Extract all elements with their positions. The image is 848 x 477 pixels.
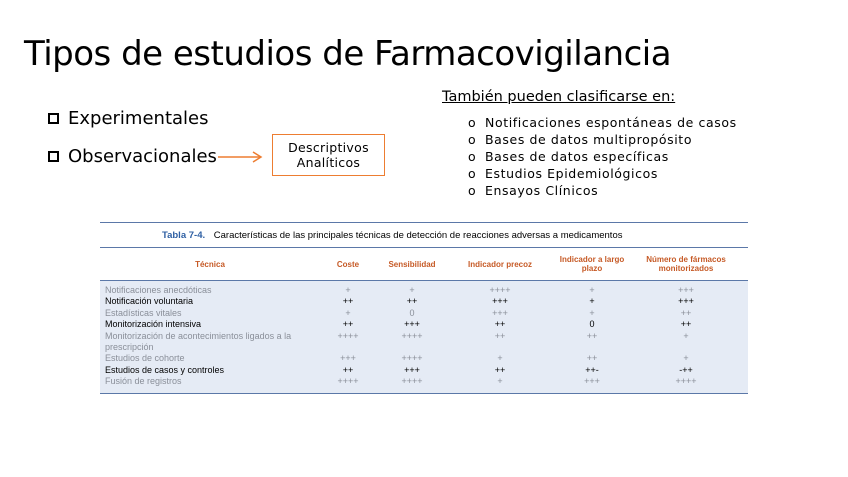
table-cell-value: ++ (342, 296, 354, 307)
header-long-term-indicator: Indicador a largo plazo (559, 255, 625, 273)
table-cell-value: + (345, 285, 351, 295)
list-marker: o (468, 183, 477, 198)
techniques-table (100, 222, 748, 394)
table-cell-technique: Notificaciones anecdóticas (105, 285, 212, 295)
header-technique: Técnica (195, 259, 225, 269)
table-cell-value: 0 (409, 307, 415, 318)
table-cell-value: ++ (586, 353, 598, 364)
checkbox-bullet-icon (48, 151, 59, 162)
table-row (100, 285, 748, 296)
table-cell-value: + (497, 376, 503, 387)
table-cell-value: +++ (340, 353, 356, 364)
table-cell-technique: Monitorización intensiva (105, 319, 202, 330)
table-label: Tabla 7-4. (162, 230, 206, 241)
table-caption (100, 222, 748, 247)
table-cell-technique: Notificación voluntaria (105, 296, 194, 307)
list-item: o Bases de datos específicas (468, 149, 669, 164)
table-cell-value: + (589, 307, 595, 318)
table-cell-technique: Estudios de cohorte (105, 353, 185, 364)
list-item: o Estudios Epidemiológicos (468, 166, 658, 181)
list-item: o Ensayos Clínicos (468, 183, 599, 198)
table-cell-value: 0 (589, 319, 595, 330)
table-cell-value: ++++ (337, 376, 359, 387)
list-marker: o (468, 115, 477, 130)
table-cell-value: + (409, 285, 415, 295)
bullet-observational-label: Observacionales (68, 146, 217, 167)
table-caption-text: Características de las principales técnicas de detección de reacciones adversas a medicamentos (213, 230, 623, 241)
bullet-experimental-label: Experimentales (68, 108, 209, 129)
descriptive-analytic-box (272, 134, 385, 176)
table-cell-technique: Fusión de registros (105, 376, 182, 387)
table-cell-technique: Estudios de casos y controles (105, 364, 225, 375)
bullet-observational (48, 146, 217, 167)
descriptive-label: Descriptivos (288, 140, 369, 155)
table-cell-value: + (683, 353, 689, 364)
checkbox-bullet-icon (48, 113, 59, 124)
table-cell-value: +++ (492, 296, 508, 307)
table-cell-value: ++ (680, 307, 692, 318)
table-cell-value: + (589, 296, 595, 307)
header-drug-count: Número de fármacos monitorizados (646, 255, 726, 273)
table-row (100, 376, 748, 387)
table-header (100, 247, 748, 281)
table-cell-value: ++++ (489, 285, 511, 295)
table-cell-value: ++ (342, 319, 354, 330)
table-cell-value: ++ (494, 319, 506, 330)
table-row (100, 319, 748, 330)
analytic-label: Analíticos (296, 155, 361, 170)
table-cell-value: ++ (494, 330, 506, 341)
table-cell-value: ++ (342, 364, 354, 375)
table-cell-value: + (497, 353, 503, 364)
table-cell-value: ++++ (401, 353, 423, 364)
also-classified-heading: También pueden clasificarse en: (442, 89, 676, 105)
table-row (100, 308, 748, 319)
table-cell-value: + (345, 307, 351, 318)
list-marker: o (468, 166, 477, 181)
table-cell-value: +++ (404, 319, 420, 330)
table-cell-value: +++ (492, 307, 508, 318)
table-body (100, 281, 748, 394)
header-early-indicator: Indicador precoz (467, 259, 532, 269)
table-cell-value: ++ (586, 330, 598, 341)
table-cell-value: ++++ (337, 330, 359, 341)
table-cell-value: ++++ (675, 376, 697, 387)
bullet-experimental (48, 108, 208, 129)
table-cell-value: ++- (585, 364, 599, 375)
list-marker: o (468, 149, 477, 164)
table-cell-value: +++ (404, 364, 420, 375)
table-cell-value: +++ (678, 296, 694, 307)
table-cell-value: + (683, 330, 689, 341)
table-row (100, 331, 748, 354)
table-cell-technique: Monitorización de acontecimientos ligados a la prescripción (105, 330, 292, 352)
table-row (100, 365, 748, 376)
header-sensitivity: Sensibilidad (388, 259, 436, 269)
table-cell-value: ++ (494, 364, 506, 375)
arrow-right-icon (218, 150, 266, 164)
table-cell-technique: Estadísticas vitales (105, 307, 182, 318)
header-cost: Coste (336, 259, 360, 269)
table-cell-value: ++++ (401, 330, 423, 341)
table-cell-value: ++++ (401, 376, 423, 387)
table-cell-value: ++ (406, 296, 418, 307)
list-marker: o (468, 132, 477, 147)
list-item: o Bases de datos multipropósito (468, 132, 693, 147)
classification-list (468, 114, 737, 199)
table-cell-value: + (589, 285, 595, 295)
table-row (100, 353, 748, 364)
table-cell-value: ++ (680, 319, 692, 330)
table-cell-value: +++ (678, 285, 694, 295)
table-cell-value: +++ (584, 376, 600, 387)
slide-title: Tipos de estudios de Farmacovigilancia (24, 34, 672, 74)
table-row (100, 296, 748, 307)
list-item: o Notificaciones espontáneas de casos (468, 115, 737, 130)
table-cell-value: -++ (679, 364, 693, 375)
